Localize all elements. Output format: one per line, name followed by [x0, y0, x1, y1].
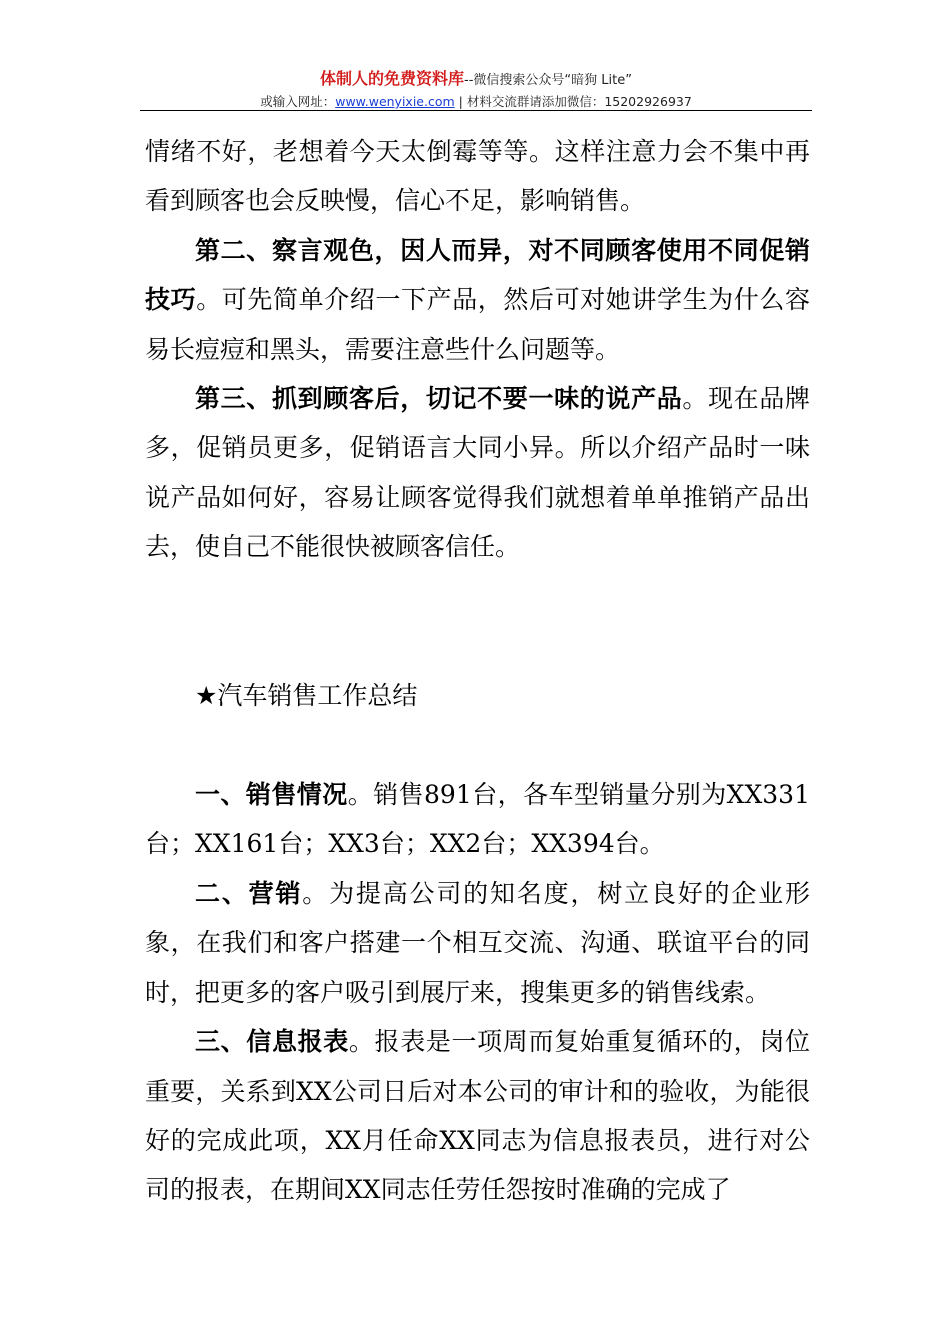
marketing-text: 。为提高公司的知名度，树立良好的企业形象，在我们和客户搭建一个相互交流、沟通、联谊平台的同时，把更多的客户吸引到展厅来，搜集更多的销售线索。 — [145, 878, 810, 1007]
paragraph-sales-situation — [145, 770, 810, 869]
website-link[interactable]: www.wenyixie.com — [335, 94, 455, 109]
tip-three-heading: 第三、抓到顾客后，切记不要一味的说产品 — [195, 384, 683, 414]
section-title: ★汽车销售工作总结 — [195, 680, 418, 710]
paragraph-continued: 情绪不好，老想着今天太倒霉等等。这样注意力会不集中再看到顾客也会反映慢，信心不足，影响销售。 — [145, 137, 810, 216]
contact-info: | 材料交流群请添加微信：15202926937 — [454, 94, 692, 109]
info-reports-text: 。报表是一项周而复始重复循环的，岗位重要，关系到XX公司日后对本公司的审计和的验收，为能很好的完成此项，XX月任命XX同志为信息报表员，进行对公司的报表，在期间XX同志任劳任怨按时准确的完成了 — [145, 1027, 810, 1205]
tip-two-text: 。可先简单介绍一下产品，然后可对她讲学生为什么容易长痘痘和黑头，需要注意些什么问题等。 — [145, 285, 810, 364]
url-prefix: 或输入网址： — [260, 94, 336, 109]
paragraph-tip-three — [145, 374, 810, 572]
sales-situation-heading: 一、销售情况 — [195, 780, 348, 810]
tip-two-heading: 第二、察言观色，因人而异，对不同顾客使用不同促销技巧 — [145, 235, 810, 315]
tip-three-text: 。现在品牌多，促销员更多，促销语言大同小异。所以介绍产品时一味说产品如何好，容易让顾客觉得我们就想着单单推销产品出去，使自己不能很快被顾客信任。 — [145, 384, 810, 562]
header-contact-line — [140, 92, 812, 112]
document-body — [145, 127, 810, 1215]
page-header — [140, 68, 812, 112]
brand-title: 体制人的免费资料库 — [320, 69, 465, 88]
info-reports-heading: 三、信息报表 — [195, 1027, 349, 1057]
paragraph-info-reports — [145, 1017, 810, 1215]
paragraph-tip-two — [145, 226, 810, 374]
wechat-slogan: --微信搜索公众号“暗狗 Lite” — [464, 73, 632, 88]
header-title-line — [140, 68, 812, 92]
marketing-heading: 二、营销 — [195, 878, 303, 908]
header-divider — [140, 110, 812, 111]
sales-situation-text: 。销售891台，各车型销量分别为XX331台；XX161台；XX3台；XX2台；XX394台。 — [145, 780, 810, 859]
paragraph-marketing — [145, 869, 810, 1017]
